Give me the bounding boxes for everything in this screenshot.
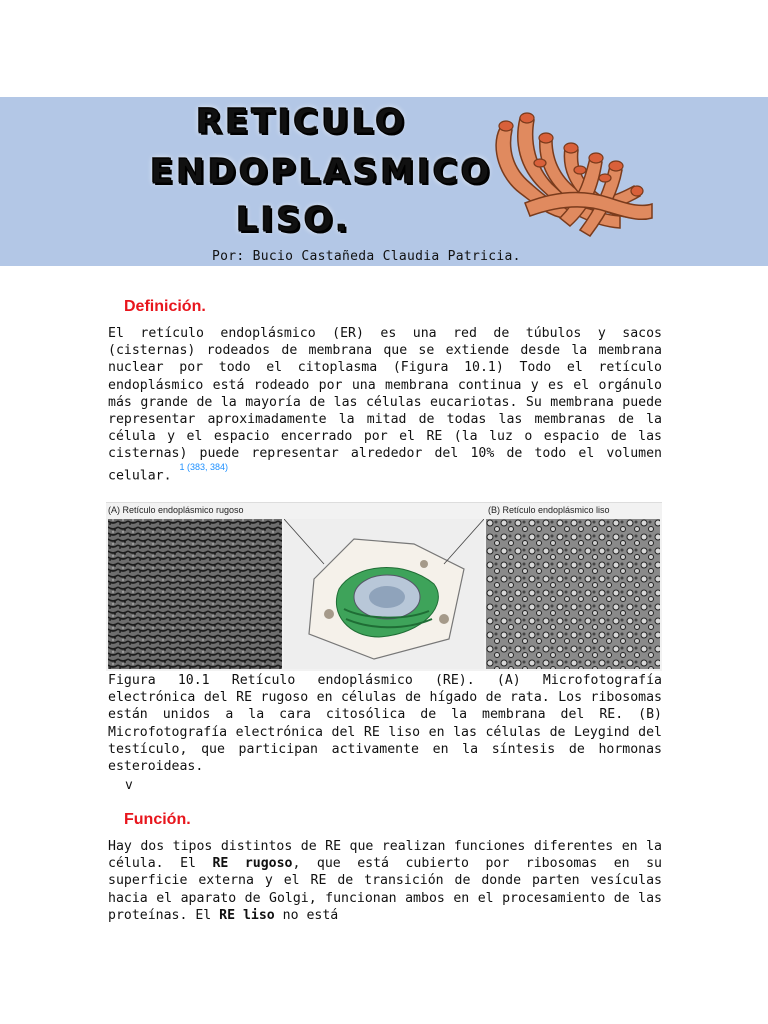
figure-label-b: (B) Retículo endoplásmico liso [488, 505, 610, 515]
title-line-3: LISO. [236, 200, 351, 240]
reference-note: 1 (383, 384) [179, 461, 229, 472]
figure-label-a: (A) Retículo endoplásmico rugoso [108, 505, 244, 515]
cell-diagram [284, 519, 484, 669]
smooth-er-micrograph [486, 519, 660, 669]
figure-10-1 [106, 502, 662, 671]
title-line-1: RETICULO [196, 102, 408, 142]
rough-er-term: RE rugoso [212, 856, 293, 872]
stray-mark: v [125, 778, 133, 793]
author-line: Por: Bucio Castañeda Claudia Patricia. [212, 249, 521, 264]
definition-paragraph [108, 325, 662, 484]
er-tubules-illustration [480, 108, 660, 243]
function-heading: Función. [124, 811, 191, 828]
definition-heading: Definición. [124, 298, 206, 315]
function-paragraph [108, 838, 662, 924]
function-text-3: no está [274, 907, 339, 923]
definition-text: El retículo endoplásmico (ER) es una red de túbulos y sacos (cisternas) rodeados de membrana que se extiende desde la membrana nuclear por todo el citoplasma (Figura 10.1) Todo el retículo endoplásmico está rodeado por una membrana continua y es el orgánulo más grande de la mayoría de las células eucariotas. Su membrana puede representar aproximadamente la mitad de todas las membranas de la célula y el espacio encerrado por el RE (la luz o espacio de las cisternas) puede representar alrededor del 10% de todo el volumen celular. [108, 326, 662, 484]
smooth-er-term: RE liso [219, 907, 275, 923]
title-line-2: ENDOPLASMICO [150, 152, 493, 192]
rough-er-micrograph [108, 519, 282, 669]
function-text-2: , que está cubierto por ribosomas en su superficie externa y el RE de transición de donde parten vesículas hacia el aparato de Golgi, funcionan ambos en el procesamiento de las proteínas. El [108, 856, 662, 923]
function-text-1: Hay dos tipos distintos de RE que realizan funciones diferentes en la célula. El [108, 839, 662, 872]
figure-caption: Figura 10.1 Retículo endoplásmico (RE). (A) Microfotografía electrónica del RE rugoso en células de hígado de rata. Los ribosomas están unidos a la cara citosólica de la membrana del RE. (B) Microfotografía electrónica del RE liso en las células de Leygind del testículo, que participan activamente en la síntesis de hormonas esteroideas. [108, 673, 662, 775]
